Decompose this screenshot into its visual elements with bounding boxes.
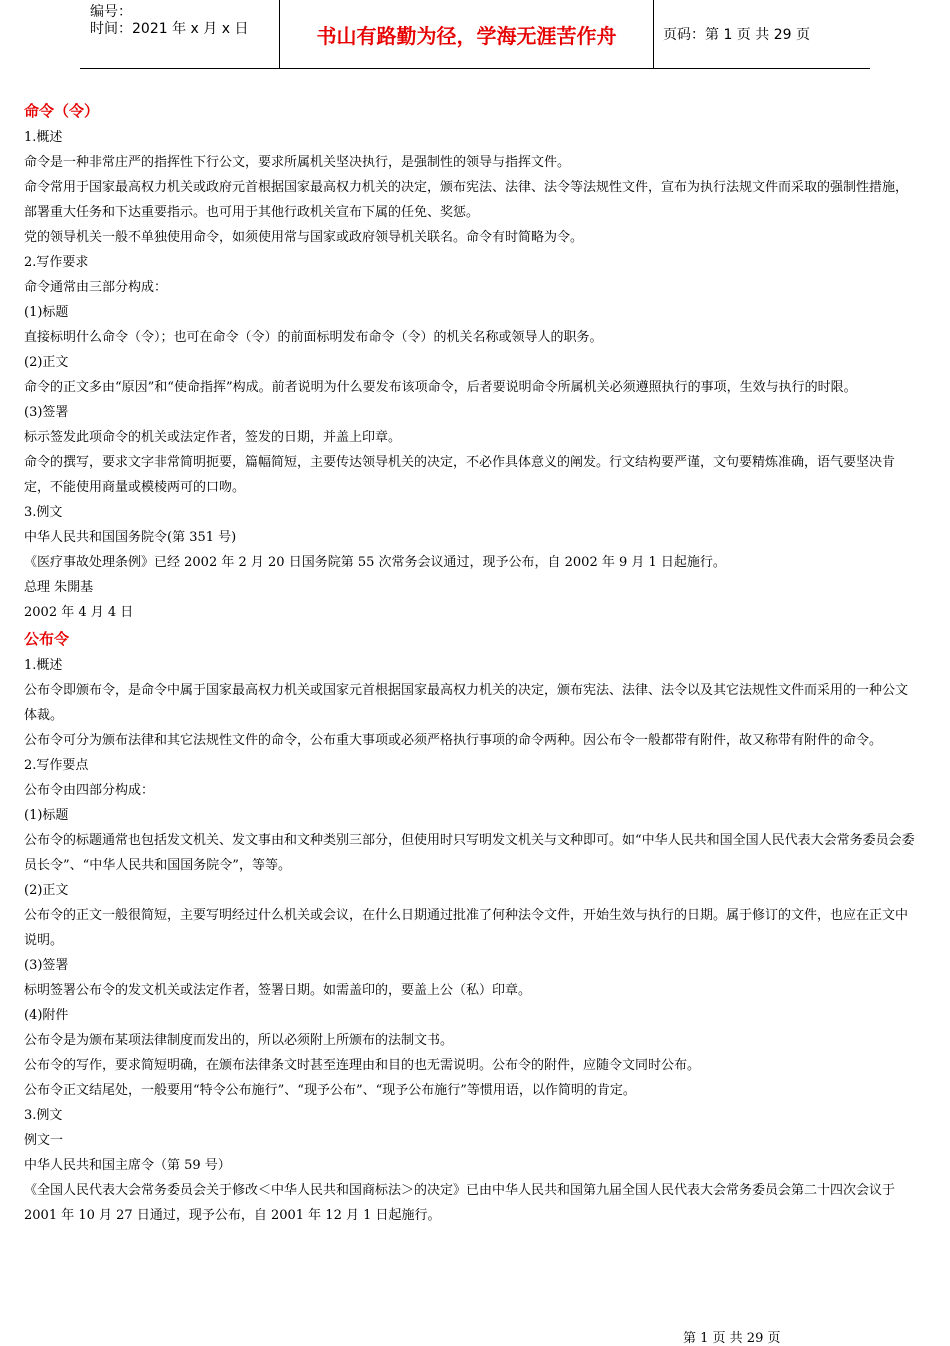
paragraph: 直接标明什么命令（令）；也可在命令（令）的前面标明发布命令（令）的机关名称或领导人的职务。 [24, 330, 603, 345]
paragraph: 公布令是为颁布某项法律制度而发出的，所以必须附上所颁布的法制文书。 [24, 1033, 454, 1048]
paragraph: 命令常用于国家最高权力机关或政府元首根据国家最高权力机关的决定，颁布宪法、法律、法令等法规性文件，宣布为执行法规文件而采取的强制性措施，部署重大任务和下达重要指示。也可用于其他行政机关宣布下属的任免、奖惩。 [24, 180, 909, 220]
paragraph: 总理 朱開基 [24, 580, 94, 595]
page-footer: 第 1 页 共 29 页 [683, 1331, 781, 1346]
paragraph: 1.概述 [24, 658, 63, 673]
paragraph: 公布令正文结尾处，一般要用“特令公布施行”、“现予公布”、“现予公布施行”等惯用语，以作简明的肯定。 [24, 1083, 636, 1098]
paragraph: 公布令的正文一般很简短，主要写明经过什么机关或会议，在什么日期通过批准了何种法令文件，开始生效与执行的日期。属于修订的文件，也应在正文中说明。 [24, 908, 909, 948]
paragraph: (1)标题 [24, 305, 69, 320]
paragraph: 3.例文 [24, 1108, 63, 1123]
paragraph: 例文一 [24, 1133, 64, 1148]
paragraph: 公布令可分为颁布法律和其它法规性文件的命令，公布重大事项或必须严格执行事项的命令两种。因公布令一般都带有附件，故又称带有附件的命令。 [24, 733, 883, 748]
document-time-label: 时间：2021 年 x 月 x 日 [90, 21, 249, 37]
paragraph: 命令的撰写，要求文字非常简明扼要，篇幅简短，主要传达领导机关的决定，不必作具体意义的阐发。行文结构要严谨，文句要精炼准确，语气要坚决肯定，不能使用商量或模棱两可的口吻。 [24, 455, 896, 495]
paragraph: 标明签署公布令的发文机关或法定作者，签署日期。如需盖印的，要盖上公（私）印章。 [24, 983, 532, 998]
header-meta [80, 0, 280, 68]
paragraph: (4)附件 [24, 1008, 69, 1023]
document-body [24, 97, 916, 1228]
paragraph: 标示签发此项命令的机关或法定作者，签发的日期，并盖上印章。 [24, 430, 402, 445]
paragraph: 2.写作要点 [24, 758, 89, 773]
header-motto: 书山有路勤为径，学海无涯苦作舟 [280, 0, 654, 68]
page-header [80, 0, 870, 69]
paragraph: 中华人民共和国国务院令(第 351 号) [24, 530, 237, 545]
paragraph: 3.例文 [24, 505, 63, 520]
paragraph: 命令通常由三部分构成： [24, 280, 168, 295]
document-number-label: 编号： [90, 4, 132, 20]
paragraph: (2)正文 [24, 355, 69, 370]
paragraph: (3)签署 [24, 405, 69, 420]
section-title-command: 命令（令） [24, 102, 100, 120]
paragraph: 命令的正文多由“原因”和“使命指挥”构成。前者说明为什么要发布该项命令，后者要说明命令所属机关必须遵照执行的事项，生效与执行的时限。 [24, 380, 857, 395]
paragraph: 命令是一种非常庄严的指挥性下行公文，要求所属机关坚决执行，是强制性的领导与指挥文件。 [24, 155, 571, 170]
paragraph: 2002 年 4 月 4 日 [24, 605, 134, 620]
paragraph: 公布令的标题通常也包括发文机关、发文事由和文种类别三部分，但使用时只写明发文机关与文种即可。如“中华人民共和国全国人民代表大会常务委员会委员长令”、“中华人民共和国国务院令”，等等。 [24, 833, 915, 873]
paragraph: 1.概述 [24, 130, 63, 145]
paragraph: 2.写作要求 [24, 255, 89, 270]
paragraph: 党的领导机关一般不单独使用命令，如须使用常与国家或政府领导机关联名。命令有时简略为令。 [24, 230, 584, 245]
paragraph: (3)签署 [24, 958, 69, 973]
paragraph: (1)标题 [24, 808, 69, 823]
paragraph: 中华人民共和国主席令（第 59 号） [24, 1158, 231, 1173]
paragraph: 公布令的写作，要求简短明确，在颁布法律条文时甚至连理由和目的也无需说明。公布令的附件，应随令文同时公布。 [24, 1058, 701, 1073]
paragraph: 公布令由四部分构成： [24, 783, 155, 798]
section-title-promulgation: 公布令 [24, 630, 70, 648]
paragraph: 公布令即颁布令，是命令中属于国家最高权力机关或国家元首根据国家最高权力机关的决定，颁布宪法、法律、法令以及其它法规性文件而采用的一种公文体裁。 [24, 683, 909, 723]
header-page-info: 页码：第 1 页 共 29 页 [663, 27, 810, 43]
paragraph: 《医疗事故处理条例》已经 2002 年 2 月 20 日国务院第 55 次常务会议通过，现予公布，自 2002 年 9 月 1 日起施行。 [24, 555, 726, 570]
paragraph: (2)正文 [24, 883, 69, 898]
paragraph: 《全国人民代表大会常务委员会关于修改＜中华人民共和国商标法＞的决定》已由中华人民共和国第九届全国人民代表大会常务委员会第二十四次会议于 2001 年 10 月 27 日通过，现予公布，自 2001 年 12 月 1 日起施行。 [24, 1183, 896, 1223]
